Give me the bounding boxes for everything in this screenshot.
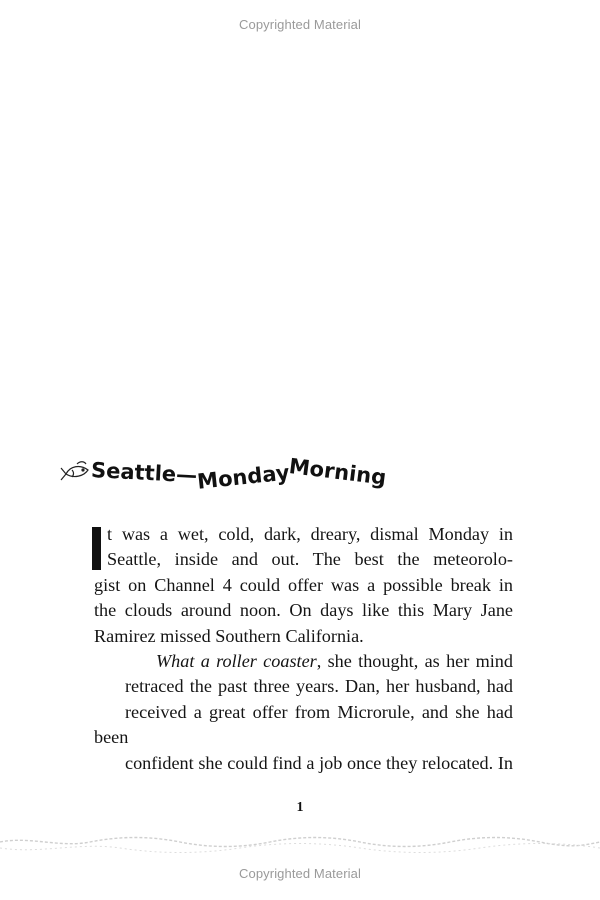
text-line: received a great offer from Microrule, and she had been bbox=[94, 701, 513, 748]
text-line: the clouds around noon. On days like this Mary Jane bbox=[94, 600, 513, 621]
page-bottom-border-ornament bbox=[0, 828, 600, 860]
chapter-heading-part2: Monday bbox=[196, 460, 291, 494]
paragraph-1 bbox=[94, 522, 513, 649]
text-line: Seattle, inside and out. The best the meteorolo- bbox=[107, 549, 513, 570]
text-line: gist on Channel 4 could offer was a possible break in bbox=[94, 574, 513, 595]
text-fragment: , she thought, as her mind bbox=[316, 651, 513, 672]
fish-ornament-icon bbox=[61, 462, 88, 480]
text-line: confident she could find a job once they relocated. In bbox=[125, 752, 513, 773]
copyright-watermark-bottom: Copyrighted Material bbox=[239, 866, 361, 881]
chapter-heading-part1: Seattle— bbox=[90, 457, 198, 488]
paragraph-2 bbox=[94, 649, 513, 776]
chapter-heading-part3: Morning bbox=[287, 454, 388, 490]
copyright-watermark-top: Copyrighted Material bbox=[239, 17, 361, 32]
chapter-body bbox=[94, 522, 513, 776]
chapter-heading bbox=[60, 452, 420, 494]
page-number: 1 bbox=[296, 800, 304, 815]
text-line: retraced the past three years. Dan, her husband, had bbox=[125, 676, 513, 697]
text-line: t was a wet, cold, dark, dreary, dismal Monday in bbox=[107, 524, 513, 544]
drop-cap bbox=[92, 527, 101, 570]
text-line: Ramirez missed Southern California. bbox=[94, 625, 364, 646]
text-line-first bbox=[94, 649, 513, 674]
italic-phrase: What a roller coaster bbox=[156, 651, 317, 672]
